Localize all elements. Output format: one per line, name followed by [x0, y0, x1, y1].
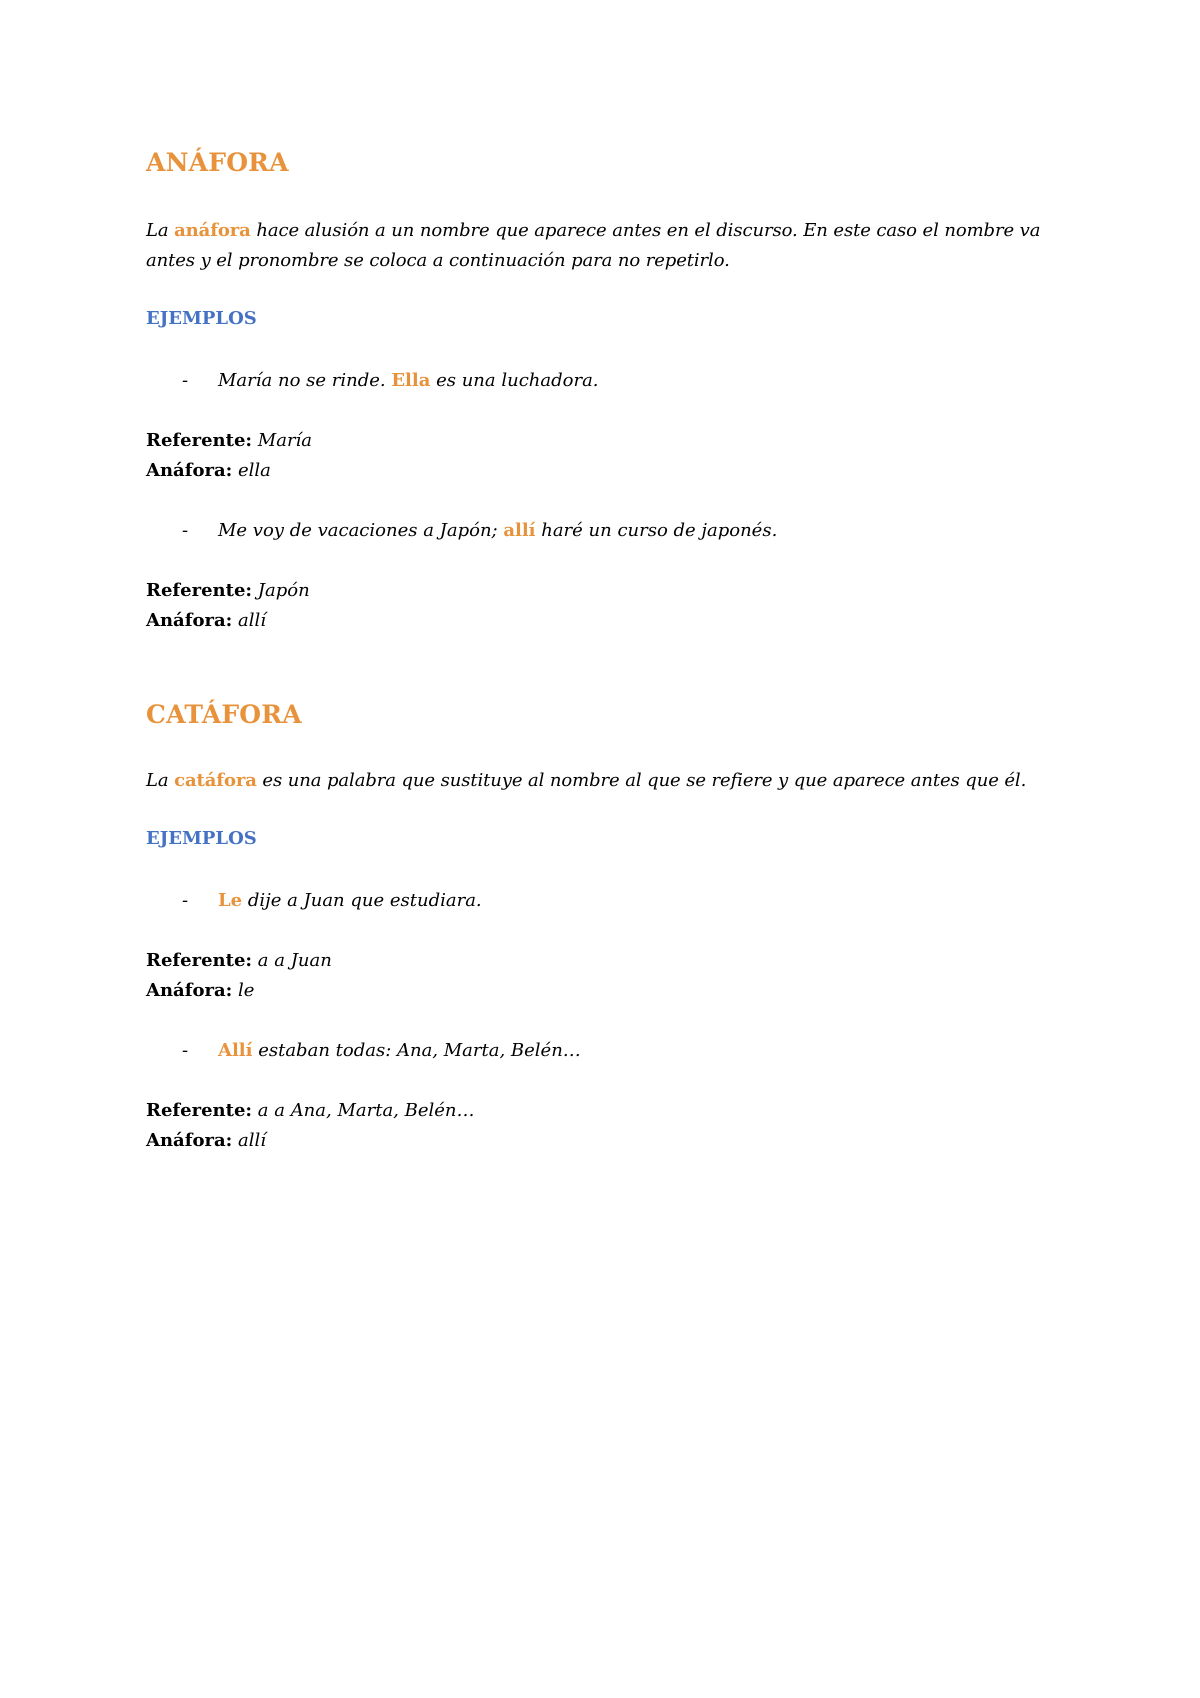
- bullet-dash: -: [182, 1040, 189, 1061]
- intro-line1: hace alusión a un nombre que aparece antes en el discurso. En este caso el nombre va: [250, 220, 1041, 241]
- referente-value: María: [257, 430, 313, 451]
- intro-pre: La: [146, 770, 175, 791]
- referente-label: Referente:: [146, 580, 253, 601]
- example-post: estaban todas: Ana, Marta, Belén…: [252, 1040, 581, 1061]
- example-highlight: allí: [503, 520, 536, 541]
- referente-row: [146, 1100, 475, 1121]
- referente-label: Referente:: [146, 1100, 253, 1121]
- example-pre: María no se rinde.: [218, 370, 392, 391]
- referente-value: a a Ana, Marta, Belén…: [257, 1100, 475, 1121]
- referente-label: Referente:: [146, 430, 253, 451]
- example-highlight: Allí: [218, 1040, 253, 1061]
- intro-highlight: catáfora: [174, 770, 257, 791]
- example-post: es una luchadora.: [430, 370, 599, 391]
- referente-row: [146, 950, 332, 971]
- example-highlight: Le: [218, 890, 243, 911]
- intro-line1: es una palabra que sustituye al nombre al que se refiere y que aparece antes que él.: [256, 770, 1027, 791]
- example-sentence: [218, 370, 599, 391]
- section-heading-catafora: CATÁFORA: [146, 700, 302, 729]
- intro-pre: La: [146, 220, 175, 241]
- anafora-value: allí: [238, 1130, 267, 1151]
- anafora-value: ella: [238, 460, 271, 481]
- example-sentence: [218, 1040, 581, 1061]
- section-intro-anafora: [146, 216, 1076, 276]
- referente-label: Referente:: [146, 950, 253, 971]
- bullet-dash: -: [182, 370, 189, 391]
- section-heading-anafora: ANÁFORA: [146, 148, 289, 177]
- anafora-row: [146, 980, 254, 1001]
- anafora-row: [146, 610, 266, 631]
- example-pre: Me voy de vacaciones a Japón;: [218, 520, 504, 541]
- anafora-label: Anáfora:: [146, 460, 233, 481]
- intro-line2: antes y el pronombre se coloca a continuación para no repetirlo.: [146, 250, 730, 271]
- anafora-row: [146, 460, 271, 481]
- example-sentence: [218, 520, 777, 541]
- example-highlight: Ella: [391, 370, 431, 391]
- example-post: haré un curso de japonés.: [535, 520, 778, 541]
- anafora-label: Anáfora:: [146, 1130, 233, 1151]
- example-sentence: [218, 890, 482, 911]
- section-intro-catafora: [146, 766, 1076, 796]
- example-post: dije a Juan que estudiara.: [242, 890, 482, 911]
- referente-row: [146, 430, 312, 451]
- anafora-value: allí: [238, 610, 267, 631]
- referente-value: a a Juan: [257, 950, 332, 971]
- referente-row: [146, 580, 310, 601]
- intro-highlight: anáfora: [174, 220, 251, 241]
- examples-label: EJEMPLOS: [146, 828, 257, 849]
- anafora-value: le: [238, 980, 255, 1001]
- bullet-dash: -: [182, 520, 189, 541]
- anafora-label: Anáfora:: [146, 610, 233, 631]
- referente-value: Japón: [257, 580, 310, 601]
- anafora-label: Anáfora:: [146, 980, 233, 1001]
- anafora-row: [146, 1130, 266, 1151]
- examples-label: EJEMPLOS: [146, 308, 257, 329]
- bullet-dash: -: [182, 890, 189, 911]
